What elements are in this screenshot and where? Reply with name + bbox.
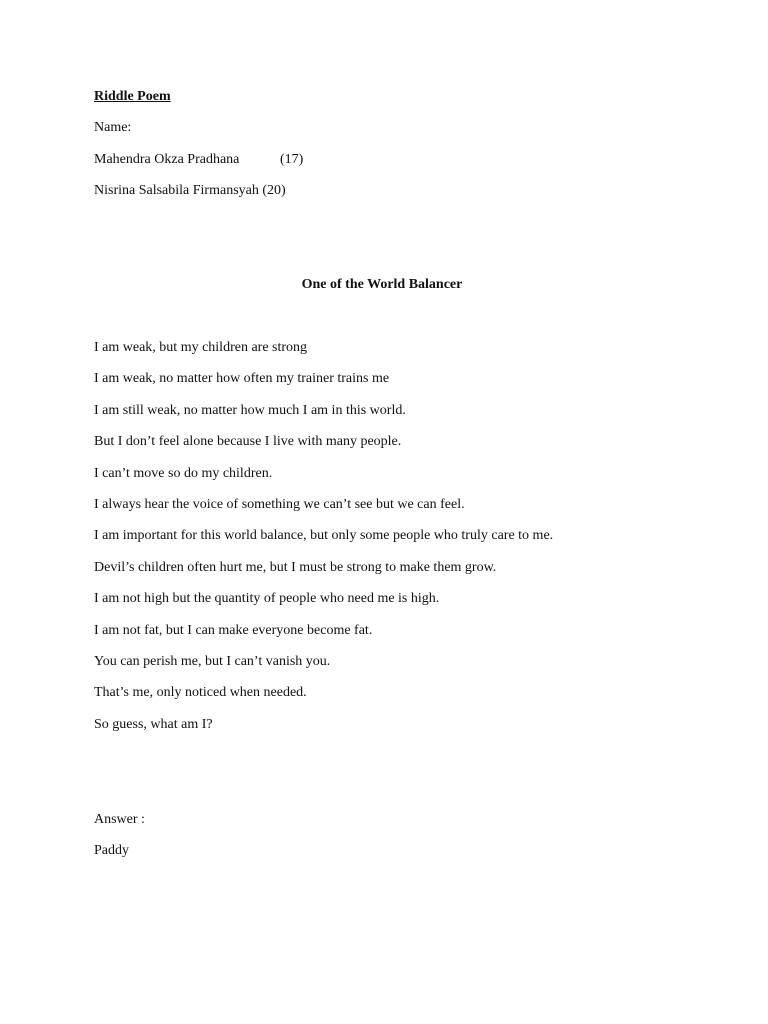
document-heading: Riddle Poem: [94, 89, 171, 104]
poem-line: That’s me, only noticed when needed.: [94, 685, 307, 700]
poem-title: One of the World Balancer: [301, 277, 463, 292]
name-label: Name:: [94, 120, 132, 135]
poem-line: I am not high but the quantity of people who need me is high.: [94, 591, 440, 606]
poem-line: So guess, what am I?: [94, 717, 213, 732]
poem-line: I can’t move so do my children.: [94, 466, 273, 481]
poem-line: I am important for this world balance, but only some people who truly care to me.: [94, 528, 554, 543]
answer-label: Answer :: [94, 812, 145, 827]
poem-line: But I don’t feel alone because I live with many people.: [94, 434, 402, 449]
author-name: Mahendra Okza Pradhana: [94, 152, 240, 167]
author-line-2: [94, 183, 286, 199]
poem-line: I am not fat, but I can make everyone become fat.: [94, 623, 373, 638]
poem-line: You can perish me, but I can’t vanish you.: [94, 654, 331, 669]
author-number: (17): [280, 152, 304, 167]
author-name: Nisrina Salsabila Firmansyah (20): [94, 183, 286, 198]
poem-line: I am weak, no matter how often my trainer trains me: [94, 371, 390, 386]
answer-value: Paddy: [94, 843, 129, 858]
poem-line: I always hear the voice of something we can’t see but we can feel.: [94, 497, 465, 512]
poem-line: I am weak, but my children are strong: [94, 340, 308, 355]
author-line-1: [94, 152, 303, 168]
poem-line: Devil’s children often hurt me, but I must be strong to make them grow.: [94, 560, 497, 575]
poem-line: I am still weak, no matter how much I am in this world.: [94, 403, 406, 418]
